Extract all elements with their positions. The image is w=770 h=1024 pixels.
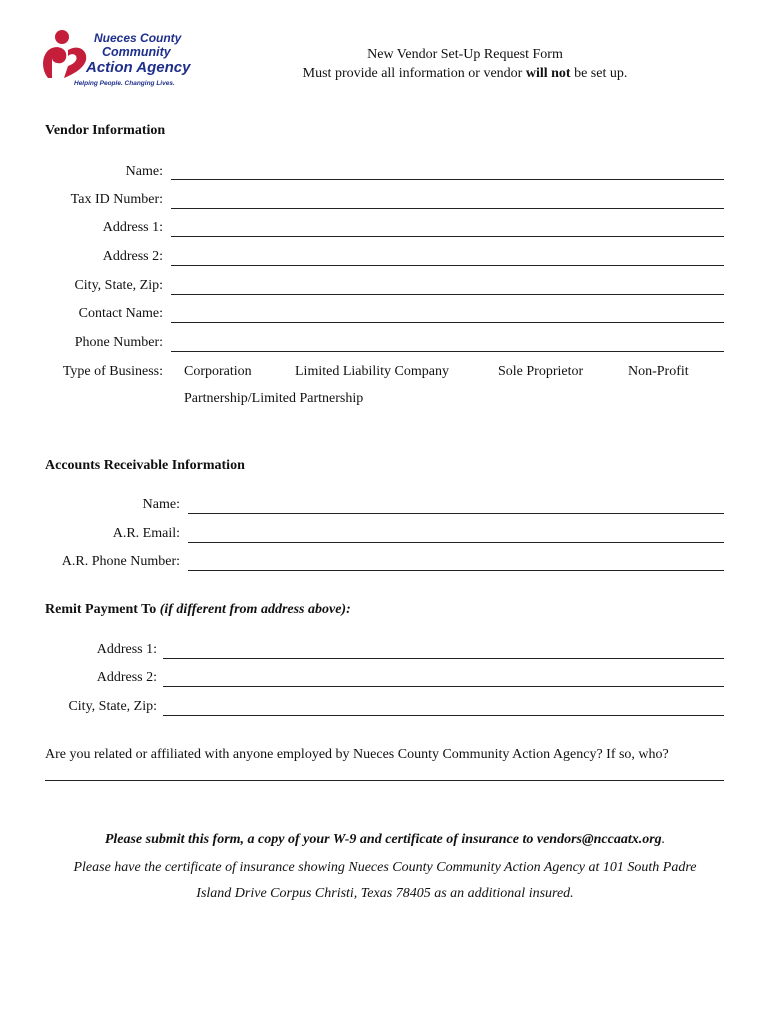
remit-title-note: (if different from address above): (159, 602, 351, 617)
insurance-line2: Island Drive Corpus Christi, Texas 78405 as an additional insured. (196, 886, 574, 901)
vendor-section-title: Vendor Information (45, 123, 166, 138)
vendor-name-field[interactable] (171, 179, 724, 180)
subtitle-post: be set up. (570, 66, 628, 81)
business-type-corporation[interactable]: Corporation (184, 364, 252, 379)
ar-phone-field[interactable] (188, 570, 724, 571)
vendor-address1-field[interactable] (171, 236, 724, 237)
remit-address1-label: Address 1: (96, 642, 157, 657)
logo-text-line1: Nueces County (94, 31, 182, 45)
logo-text-line3: Action Agency (86, 59, 191, 76)
contact-name-label: Contact Name: (78, 306, 163, 321)
phone-number-field[interactable] (171, 351, 724, 352)
remit-city-state-zip-label: City, State, Zip: (68, 699, 157, 714)
agency-logo (38, 28, 208, 94)
insurance-line1: Please have the certificate of insurance showing Nueces County Community Action Agency at 101 South Padre (73, 860, 697, 875)
form-subtitle (200, 66, 730, 82)
subtitle-bold: will not (525, 66, 571, 81)
business-type-non-profit[interactable]: Non-Profit (628, 364, 689, 379)
ar-section-title: Accounts Receivable Information (45, 458, 245, 473)
submit-end: . (661, 832, 666, 847)
submit-text: Please submit this form, a copy of your W-9 and certificate of insurance to vendors@nccaatx.org (104, 832, 662, 847)
tax-id-label: Tax ID Number: (70, 192, 163, 207)
vendor-city-state-zip-label: City, State, Zip: (74, 278, 163, 293)
ar-email-label: A.R. Email: (112, 526, 180, 541)
business-type-sole-proprietor[interactable]: Sole Proprietor (498, 364, 584, 379)
business-type-llc[interactable]: Limited Liability Company (295, 364, 449, 379)
vendor-city-state-zip-field[interactable] (171, 294, 724, 295)
affiliation-answer-field[interactable] (45, 780, 724, 781)
business-type-partnership[interactable]: Partnership/Limited Partnership (184, 391, 364, 406)
remit-address1-field[interactable] (163, 658, 724, 659)
business-type-label: Type of Business: (62, 364, 163, 379)
form-title: New Vendor Set-Up Request Form (367, 47, 563, 62)
ar-name-field[interactable] (188, 513, 724, 514)
submit-instructions (35, 832, 735, 848)
remit-city-state-zip-field[interactable] (163, 715, 724, 716)
affiliation-question: Are you related or affiliated with anyone employed by Nueces County Community Action Agency? If so, who? (45, 747, 669, 762)
phone-number-label: Phone Number: (74, 335, 163, 350)
vendor-address1-label: Address 1: (102, 220, 163, 235)
ar-email-field[interactable] (188, 542, 724, 543)
remit-address2-label: Address 2: (96, 670, 157, 685)
ar-name-label: Name: (142, 497, 180, 512)
logo-tagline: Helping People. Changing Lives. (74, 80, 175, 87)
vendor-address2-label: Address 2: (102, 249, 163, 264)
vendor-address2-field[interactable] (171, 265, 724, 266)
remit-address2-field[interactable] (163, 686, 724, 687)
subtitle-pre: Must provide all information or vendor (302, 66, 526, 81)
tax-id-field[interactable] (171, 208, 724, 209)
remit-section-title (45, 602, 351, 618)
vendor-name-label: Name: (125, 164, 163, 179)
remit-title-text: Remit Payment To (45, 602, 157, 617)
ar-phone-label: A.R. Phone Number: (61, 554, 180, 569)
logo-text-line2: Community (102, 45, 171, 59)
contact-name-field[interactable] (171, 322, 724, 323)
